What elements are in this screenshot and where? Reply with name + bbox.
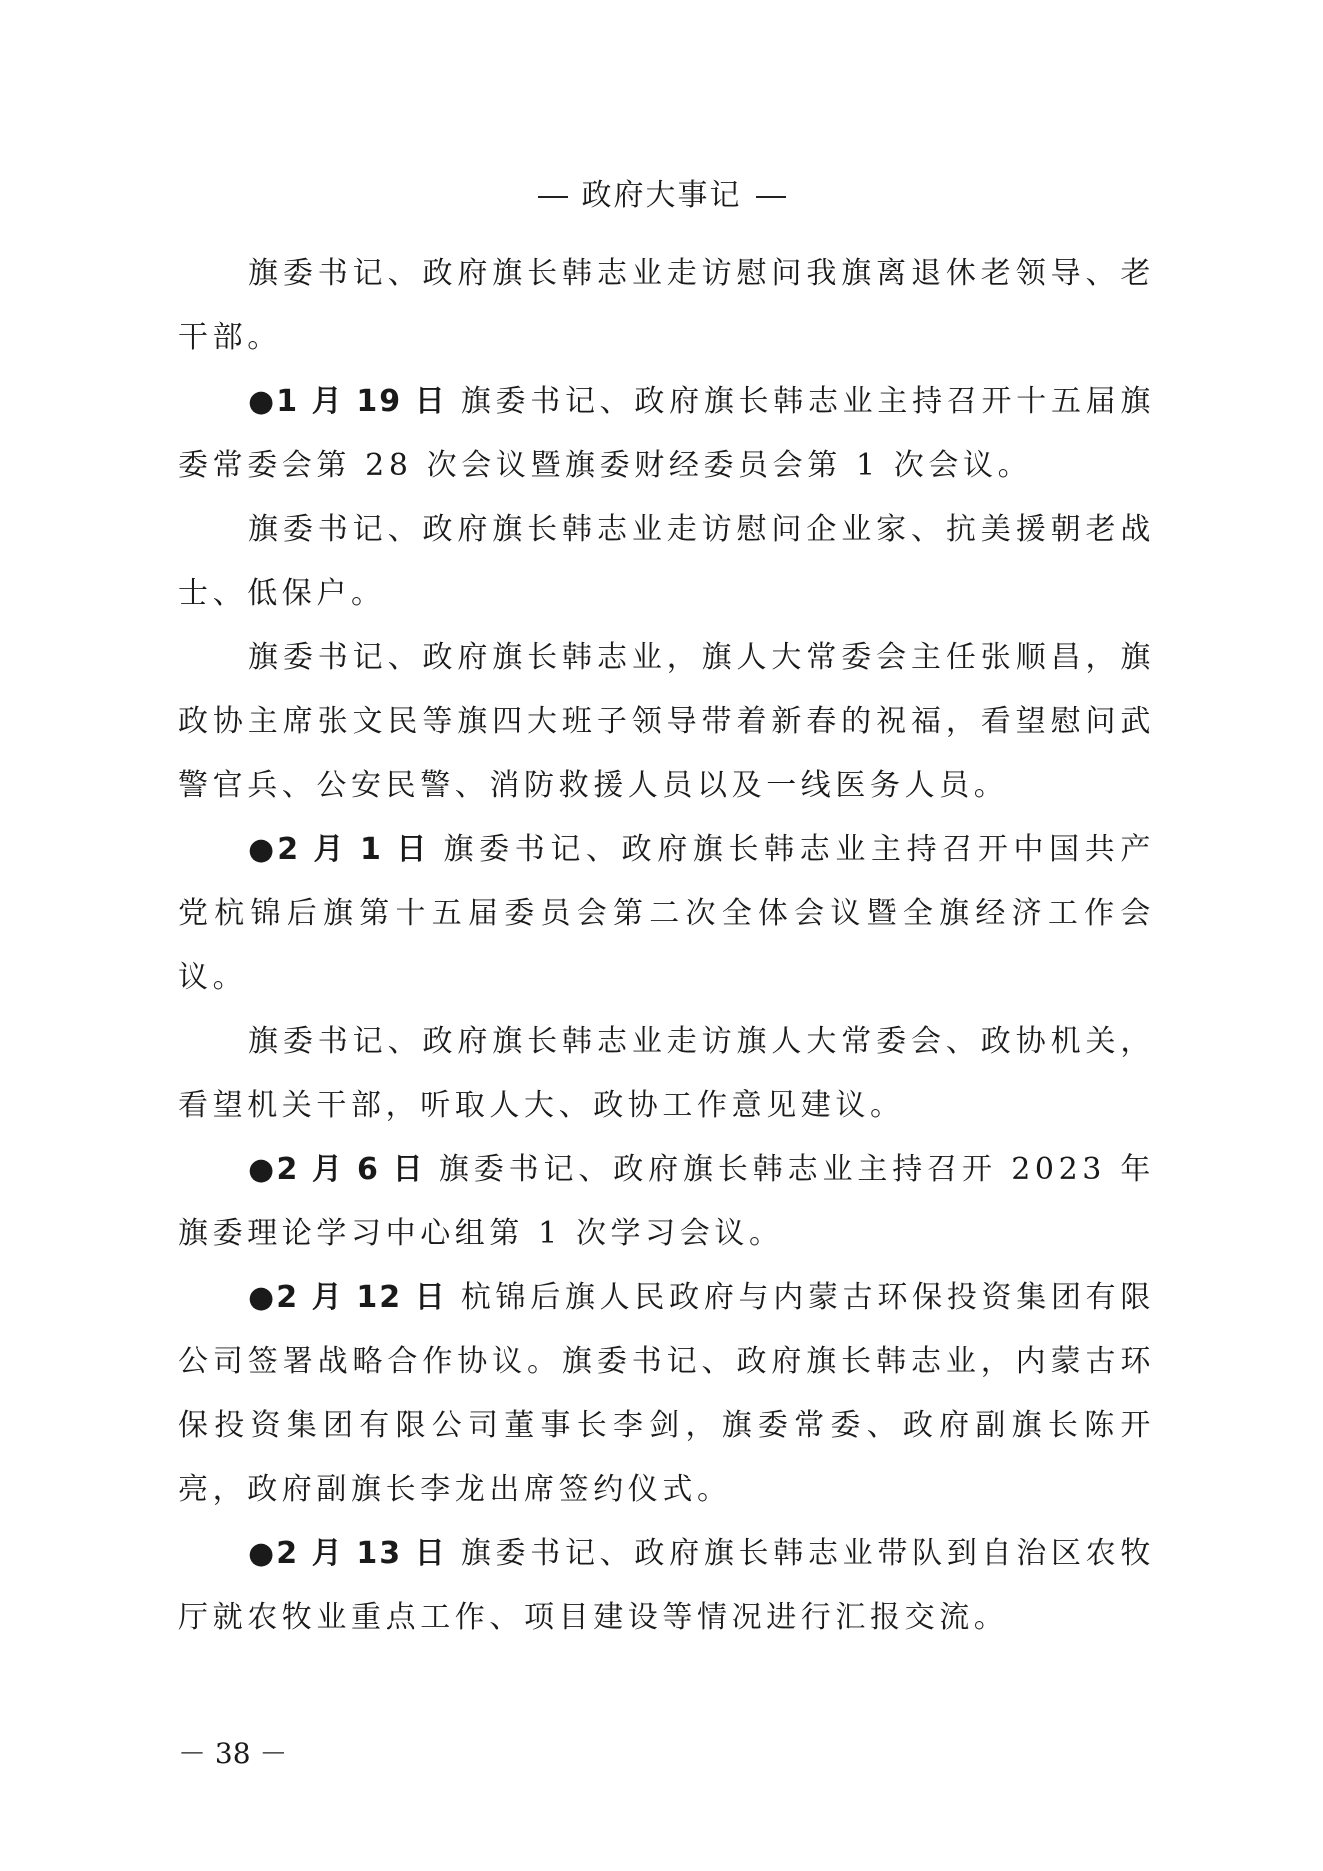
paragraph-text: 旗委书记、政府旗长韩志业主持召开中国共产党杭锦后旗第十五届委员会第二次全体会议暨全旗经济工作会议。 <box>178 832 1155 995</box>
paragraph-text: 旗委书记、政府旗长韩志业，旗人大常委会主任张顺昌，旗政协主席张文民等旗四大班子领导带着新春的祝福，看望慰问武警官兵、公安民警、消防救援人员以及一线医务人员。 <box>178 640 1155 803</box>
paragraph-text: 旗委书记、政府旗长韩志业带队到自治区农牧厅就农牧业重点工作、项目建设等情况进行汇报交流。 <box>178 1536 1156 1635</box>
paragraph <box>178 1522 1155 1650</box>
header-dash-right <box>756 196 786 198</box>
paragraph <box>178 626 1155 818</box>
paragraph <box>178 498 1155 626</box>
paragraph <box>178 1010 1155 1138</box>
event-date: ●2 月 1 日 <box>248 832 430 867</box>
running-header <box>0 176 1323 216</box>
paragraph-text: 杭锦后旗人民政府与内蒙古环保投资集团有限公司签署战略合作协议。旗委书记、政府旗长韩志业，内蒙古环保投资集团有限公司董事长李剑，旗委常委、政府副旗长陈开亮，政府副旗长李龙出席签约仪式。 <box>178 1280 1156 1507</box>
paragraph <box>178 1266 1155 1522</box>
event-date: ●2 月 12 日 <box>248 1280 447 1315</box>
paragraph-text: 旗委书记、政府旗长韩志业走访慰问我旗离退休老领导、老干部。 <box>178 256 1155 355</box>
event-date: ●2 月 13 日 <box>248 1536 447 1571</box>
paragraph <box>178 370 1155 498</box>
document-body <box>178 242 1155 1650</box>
event-date: ●2 月 6 日 <box>248 1152 425 1187</box>
paragraph-text: 旗委书记、政府旗长韩志业走访旗人大常委会、政协机关，看望机关干部，听取人大、政协工作意见建议。 <box>178 1024 1155 1123</box>
paragraph <box>178 242 1155 370</box>
header-title: 政府大事记 <box>581 178 742 213</box>
paragraph-text: 旗委书记、政府旗长韩志业走访慰问企业家、抗美援朝老战士、低保户。 <box>178 512 1155 611</box>
page-number: － 38 － <box>178 1737 288 1770</box>
header-dash-left <box>538 196 568 198</box>
event-date: ●1 月 19 日 <box>248 384 447 419</box>
paragraph <box>178 818 1155 1010</box>
paragraph <box>178 1138 1155 1266</box>
paragraph-text: 旗委书记、政府旗长韩志业主持召开 2023 年旗委理论学习中心组第 1 次学习会议。 <box>178 1152 1155 1251</box>
paragraph-text: 旗委书记、政府旗长韩志业主持召开十五届旗委常委会第 28 次会议暨旗委财经委员会第 1 次会议。 <box>178 384 1156 483</box>
